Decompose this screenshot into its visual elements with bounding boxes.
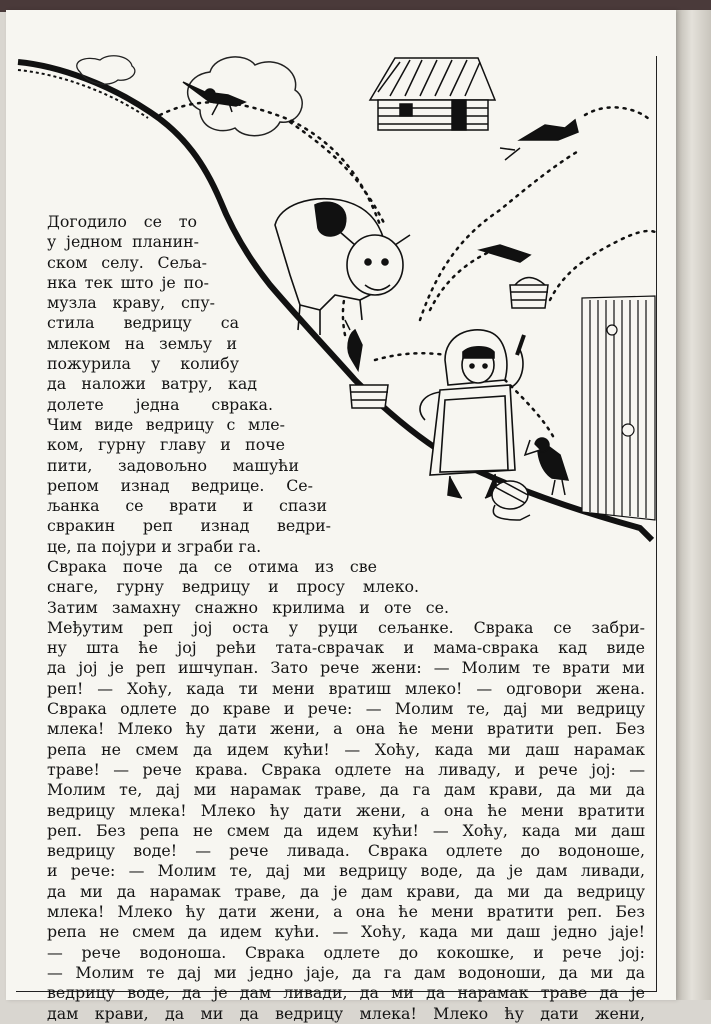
magpie-flying-right — [500, 120, 578, 160]
text-line: репа не смем да идем кући! — Хоћу, када ми даш нарамак — [47, 739, 645, 759]
text-line: Чим виде ведрицу с мле- — [47, 414, 285, 434]
text-line: млеком на земљу и — [47, 333, 237, 353]
text-line: — рече водоноша. Сврака одлете до кокошке, и рече јој: — [47, 942, 645, 962]
text-line: Сврака одлете до краве и рече: — Молим те, дај ми ведрицу — [47, 699, 645, 719]
bucket-with-magpie — [345, 320, 388, 408]
text-line: пити, задовољно машући — [47, 455, 299, 475]
text-line: свракин реп изнад ведри- — [47, 516, 331, 536]
text-line: у једном планин- — [47, 232, 199, 252]
text-line: ском селу. Сеља- — [47, 252, 207, 272]
text-line: да наложи ватру, кад — [47, 374, 257, 394]
hut — [370, 58, 495, 130]
text-line: Молим те, дај ми нарамак траве, да га дам крави, да ми да — [47, 780, 645, 800]
story-text-wide — [47, 557, 647, 1024]
text-line: ведрицу воде! — рече ливада. Сврака одлете до водоноше, — [47, 841, 645, 861]
text-line: ком, гурну главу и поче — [47, 435, 285, 455]
text-line: и рече: — Молим те, дај ми ведрицу воде, да је дам ливади, — [47, 861, 645, 881]
text-line: пожурила у колибу — [47, 354, 239, 374]
text-line: млека! Млеко ћу дати жени, а она ће мени вратити реп. Без — [47, 902, 645, 922]
text-line: траве! — рече крава. Сврака одлете на ливаду, и рече јој: — — [47, 759, 645, 779]
peasant-woman — [420, 330, 524, 498]
magpie-flying — [183, 82, 245, 115]
text-line: љанка се врати и спази — [47, 496, 327, 516]
text-line: репом изнад ведрице. Се- — [47, 475, 313, 495]
story-text-narrow-column — [47, 212, 331, 557]
tipped-bucket — [492, 480, 530, 520]
text-line: це, па појури и зграби га. — [47, 536, 262, 556]
text-line: музла краву, спу- — [47, 293, 215, 313]
bucket-hanging-magpie — [480, 245, 548, 308]
text-line: — Молим те дај ми једно јаје, да га дам водоноши, да ми да — [47, 962, 645, 982]
text-line: дам крави, да ми да ведрицу млека! Млеко ћу дати жени, — [47, 1003, 645, 1023]
text-line: Догодило се то — [47, 212, 197, 231]
text-line: долете једна сврака. — [47, 394, 273, 414]
text-line: нка тек што је по- — [47, 272, 209, 292]
text-line: ведрицу млека! Млеко ћу дати жени, а она ће мени вратити — [47, 800, 645, 820]
text-line: реп. Без репа не смем да идем кући! — Хоћу, када ми даш — [47, 820, 645, 840]
text-line: репа не смем да идем кући. — Хоћу, када ми даш једно јаје! — [47, 922, 645, 942]
text-line: да јој је реп ишчупан. Зато рече жени: — Молим те врати ми — [47, 658, 645, 678]
text-line: да ми да нарамак траве, да је дам крави, да ми да ведрицу — [47, 881, 645, 901]
text-line: реп! — Хоћу, када ти мени вратиш млеко! — одговори жена. — [47, 678, 645, 698]
text-line: ведрицу воде, да је дам ливади, да ми да нарамак траве да је — [47, 983, 645, 1003]
text-line: снаге, гурну ведрицу и просу млеко. — [47, 577, 419, 597]
magpie-ground — [525, 438, 568, 495]
wooden-wall — [582, 296, 655, 520]
text-line: Сврака поче да се отима из све — [47, 557, 377, 576]
text-line: млека! Млеко ћу дати жени, а она ће мени вратити реп. Без — [47, 719, 645, 739]
text-line: Међутим реп јој оста у руци сељанке. Сврака се забри- — [47, 617, 645, 637]
text-line: Затим замахну снажно крилима и оте се. — [47, 597, 449, 617]
text-line: ну шта ће јој рећи тата-сврачак и мама-сврака кад виде — [47, 638, 645, 658]
text-line: стила ведрицу са — [47, 313, 239, 333]
